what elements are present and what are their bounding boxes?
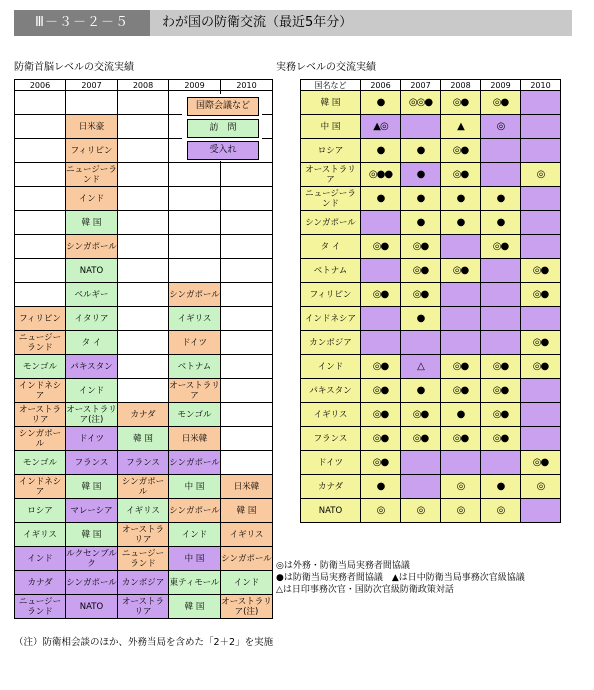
country-label: イギリス xyxy=(301,403,361,427)
exchange-cell xyxy=(15,187,66,211)
symbol-cell xyxy=(481,163,521,187)
symbol-cell: ◎● xyxy=(441,139,481,163)
symbol-cell xyxy=(521,187,561,211)
year-header: 2009 xyxy=(169,80,221,91)
exchange-cell xyxy=(118,355,169,379)
exchange-cell: ドイツ xyxy=(169,331,221,355)
symbol-cell xyxy=(401,451,441,475)
symbol-cell: ▲◎ xyxy=(361,115,401,139)
country-label: ドイツ xyxy=(301,451,361,475)
exchange-cell xyxy=(221,235,273,259)
working-level-exchange-table xyxy=(300,79,561,523)
exchange-cell: オーストラリア xyxy=(15,403,66,427)
exchange-cell: 日米豪 xyxy=(66,115,118,139)
label-header: 国名など xyxy=(301,80,361,91)
exchange-cell xyxy=(221,403,273,427)
year-header: 2009 xyxy=(481,80,521,91)
symbol-cell xyxy=(481,139,521,163)
symbol-cell: ● xyxy=(441,187,481,211)
figure-title: わが国の防衛交流（最近5年分） xyxy=(162,15,353,30)
country-label: ロシア xyxy=(301,139,361,163)
country-label: タ イ xyxy=(301,235,361,259)
right-section-title: 実務レベルの交流実績 xyxy=(276,62,376,73)
exchange-cell xyxy=(169,187,221,211)
left-section-title: 防衛首脳レベルの交流実績 xyxy=(14,62,134,73)
exchange-cell xyxy=(15,235,66,259)
symbol-cell: ● xyxy=(361,475,401,499)
table-row xyxy=(301,379,561,403)
symbol-cell: ◎ xyxy=(361,499,401,523)
exchange-cell: 韓 国 xyxy=(118,427,169,451)
exchange-cell xyxy=(15,259,66,283)
year-header: 2007 xyxy=(401,80,441,91)
table-row xyxy=(15,523,273,547)
footnote: （注）防衛相会談のほか、外務当局を含めた「2＋2」を実施 xyxy=(14,637,274,648)
exchange-cell xyxy=(118,379,169,403)
table-row xyxy=(301,139,561,163)
table-row xyxy=(15,307,273,331)
exchange-cell: インド xyxy=(169,523,221,547)
exchange-cell: シンガポール xyxy=(66,235,118,259)
symbol-cell: ◎● xyxy=(361,379,401,403)
note-line: ●は防衛当局実務者間協議 ▲は日中防衛当局事務次官級協議 xyxy=(276,573,525,583)
exchange-cell: 韓 国 xyxy=(221,499,273,523)
country-label: カナダ xyxy=(301,475,361,499)
country-label: インド xyxy=(301,355,361,379)
symbol-cell: ◎● xyxy=(481,403,521,427)
country-label: パキスタン xyxy=(301,379,361,403)
table-row xyxy=(301,115,561,139)
exchange-cell xyxy=(118,91,169,115)
exchange-cell: ロシア xyxy=(15,499,66,523)
symbol-cell xyxy=(521,307,561,331)
symbol-cell xyxy=(401,331,441,355)
symbol-cell: ● xyxy=(401,211,441,235)
symbol-cell: ◎● xyxy=(521,355,561,379)
table-row xyxy=(301,259,561,283)
symbol-cell: ◎● xyxy=(521,283,561,307)
symbol-cell: ◎● xyxy=(481,379,521,403)
exchange-cell xyxy=(66,91,118,115)
exchange-cell xyxy=(118,211,169,235)
symbol-cell: ◎ xyxy=(481,115,521,139)
table-row xyxy=(15,547,273,571)
symbol-cell: ◎● xyxy=(481,355,521,379)
symbol-cell xyxy=(481,331,521,355)
exchange-cell xyxy=(118,259,169,283)
exchange-cell: シンガポール xyxy=(15,427,66,451)
exchange-cell xyxy=(118,235,169,259)
table-row xyxy=(301,427,561,451)
exchange-cell: イギリス xyxy=(15,523,66,547)
exchange-cell: オーストラリア xyxy=(118,523,169,547)
exchange-cell: シンガポール xyxy=(169,499,221,523)
symbol-cell: ◎● xyxy=(361,451,401,475)
symbol-cell xyxy=(441,331,481,355)
exchange-cell: NATO xyxy=(66,259,118,283)
exchange-cell: インドネシア xyxy=(15,379,66,403)
exchange-cell: フランス xyxy=(118,451,169,475)
table-row xyxy=(301,355,561,379)
symbol-cell: ◎● xyxy=(441,91,481,115)
exchange-cell: インド xyxy=(66,379,118,403)
year-header: 2008 xyxy=(118,80,169,91)
symbol-cell xyxy=(361,259,401,283)
symbol-cell xyxy=(361,331,401,355)
exchange-cell: オーストラリア(注) xyxy=(66,404,117,425)
symbol-cell: ◎● xyxy=(401,259,441,283)
exchange-cell: ニュージーランド xyxy=(66,164,117,185)
symbol-cell xyxy=(521,211,561,235)
year-header: 2006 xyxy=(15,80,66,91)
exchange-cell xyxy=(221,331,273,355)
exchange-cell: オーストラリア(注) xyxy=(221,596,272,617)
exchange-cell xyxy=(169,163,221,187)
exchange-cell: シンガポール xyxy=(118,475,169,499)
exchange-cell xyxy=(169,235,221,259)
symbol-cell: ◎●● xyxy=(361,163,401,187)
legend-international-meeting: 国際会議など xyxy=(187,97,259,116)
table-row xyxy=(301,403,561,427)
table-row xyxy=(301,187,561,211)
table-row xyxy=(301,475,561,499)
figure-header xyxy=(14,10,572,36)
table-row xyxy=(15,475,273,499)
table-row xyxy=(15,283,273,307)
exchange-cell: カナダ xyxy=(118,403,169,427)
symbol-cell: ● xyxy=(481,211,521,235)
exchange-cell: ニュージーランド xyxy=(15,595,66,619)
exchange-cell: 韓 国 xyxy=(66,475,118,499)
note-line: ◎は外務・防衛当局実務者間協議 xyxy=(276,561,410,571)
exchange-cell xyxy=(15,91,66,115)
country-label: インドネシア xyxy=(301,307,361,331)
exchange-cell xyxy=(118,331,169,355)
exchange-cell xyxy=(15,283,66,307)
symbol-cell: ● xyxy=(401,139,441,163)
symbol-cell: ◎● xyxy=(441,379,481,403)
exchange-cell xyxy=(221,163,273,187)
exchange-cell xyxy=(118,139,169,163)
exchange-cell xyxy=(221,307,273,331)
exchange-cell: カナダ xyxy=(15,571,66,595)
table-row xyxy=(15,379,273,403)
exchange-cell: 東ティモール xyxy=(169,571,221,595)
symbol-cell: ◎● xyxy=(401,235,441,259)
symbol-cell xyxy=(481,307,521,331)
table-row xyxy=(15,331,273,355)
exchange-cell: NATO xyxy=(66,595,118,619)
symbol-notes xyxy=(276,560,525,596)
exchange-cell xyxy=(15,163,66,187)
table-row xyxy=(301,235,561,259)
exchange-cell xyxy=(221,451,273,475)
symbol-cell xyxy=(441,283,481,307)
exchange-cell xyxy=(15,115,66,139)
symbol-cell: ◎● xyxy=(521,451,561,475)
symbol-cell: ◎● xyxy=(361,283,401,307)
table-row xyxy=(15,187,273,211)
exchange-cell: ドイツ xyxy=(66,427,118,451)
table-row xyxy=(301,451,561,475)
note-line: △は日印事務次官・国防次官級防衛政策対話 xyxy=(276,585,454,595)
legend-visit: 訪 問 xyxy=(187,119,259,138)
country-label: ベトナム xyxy=(301,259,361,283)
year-header: 2007 xyxy=(66,80,118,91)
symbol-cell: ◎● xyxy=(481,235,521,259)
symbol-cell: ◎● xyxy=(401,403,441,427)
table-row xyxy=(301,91,561,115)
exchange-cell xyxy=(169,259,221,283)
exchange-cell: ベルギー xyxy=(66,283,118,307)
symbol-cell: ● xyxy=(441,403,481,427)
exchange-cell xyxy=(221,187,273,211)
exchange-cell: ルクセンブルク xyxy=(66,548,117,569)
symbol-cell: ◎ xyxy=(441,475,481,499)
symbol-cell: ● xyxy=(361,139,401,163)
exchange-cell: モンゴル xyxy=(15,451,66,475)
exchange-cell xyxy=(169,211,221,235)
country-label: カンボジア xyxy=(301,331,361,355)
exchange-cell: タ イ xyxy=(66,331,118,355)
symbol-cell xyxy=(521,235,561,259)
exchange-cell xyxy=(15,211,66,235)
exchange-cell: 日米韓 xyxy=(169,427,221,451)
symbol-cell: ● xyxy=(441,211,481,235)
symbol-cell: ● xyxy=(401,163,441,187)
symbol-cell: ◎● xyxy=(481,427,521,451)
table-row xyxy=(15,571,273,595)
table-row xyxy=(301,283,561,307)
symbol-cell xyxy=(521,139,561,163)
legend-reception: 受入れ xyxy=(187,141,259,160)
exchange-cell: シンガポール xyxy=(169,283,221,307)
symbol-cell: ● xyxy=(361,91,401,115)
figure-number: Ⅲ－３－２－５ xyxy=(14,10,150,36)
symbol-cell xyxy=(521,91,561,115)
symbol-cell: ◎ xyxy=(521,475,561,499)
year-header: 2010 xyxy=(221,80,273,91)
table-row xyxy=(301,499,561,523)
exchange-cell: シンガポール xyxy=(66,571,118,595)
symbol-cell: ◎◎● xyxy=(401,91,441,115)
exchange-cell: シンガポール xyxy=(221,547,273,571)
exchange-cell xyxy=(221,427,273,451)
symbol-cell xyxy=(361,307,401,331)
symbol-cell: ▲ xyxy=(441,115,481,139)
exchange-cell: イタリア xyxy=(66,307,118,331)
table-row xyxy=(15,259,273,283)
year-header: 2008 xyxy=(441,80,481,91)
symbol-cell: ◎● xyxy=(521,259,561,283)
exchange-cell: モンゴル xyxy=(169,403,221,427)
exchange-cell xyxy=(221,259,273,283)
exchange-cell xyxy=(118,187,169,211)
table-row xyxy=(15,235,273,259)
symbol-cell xyxy=(441,451,481,475)
symbol-cell: ◎● xyxy=(361,355,401,379)
table-row xyxy=(301,163,561,187)
exchange-cell xyxy=(221,379,273,403)
exchange-cell: 韓 国 xyxy=(66,523,118,547)
symbol-cell: ◎● xyxy=(361,235,401,259)
symbol-cell xyxy=(521,427,561,451)
exchange-cell: ベトナム xyxy=(169,355,221,379)
exchange-cell: パキスタン xyxy=(66,355,118,379)
exchange-cell: 韓 国 xyxy=(169,595,221,619)
exchange-cell xyxy=(118,283,169,307)
symbol-cell xyxy=(521,379,561,403)
table-row xyxy=(301,307,561,331)
symbol-cell: ● xyxy=(481,187,521,211)
exchange-cell: カンボジア xyxy=(118,571,169,595)
exchange-cell: イギリス xyxy=(118,499,169,523)
exchange-cell: インド xyxy=(66,187,118,211)
symbol-cell xyxy=(441,307,481,331)
exchange-cell: ニュージーランド xyxy=(15,331,66,355)
symbol-cell: ◎● xyxy=(361,427,401,451)
table-row xyxy=(15,163,273,187)
symbol-cell: ◎ xyxy=(401,499,441,523)
symbol-cell: ● xyxy=(401,379,441,403)
table-row xyxy=(15,355,273,379)
table-row xyxy=(301,331,561,355)
symbol-cell: ◎ xyxy=(441,499,481,523)
year-header: 2006 xyxy=(361,80,401,91)
exchange-cell: 韓 国 xyxy=(66,211,118,235)
exchange-cell xyxy=(118,307,169,331)
exchange-cell: モンゴル xyxy=(15,355,66,379)
table-row xyxy=(15,211,273,235)
country-label: NATO xyxy=(301,499,361,523)
exchange-cell: 中 国 xyxy=(169,547,221,571)
symbol-cell xyxy=(521,115,561,139)
symbol-cell: ◎ xyxy=(481,499,521,523)
exchange-cell: オーストラリア xyxy=(118,595,169,619)
country-label: 中 国 xyxy=(301,115,361,139)
symbol-cell: ◎ xyxy=(521,163,561,187)
symbol-cell xyxy=(361,211,401,235)
country-label: フィリピン xyxy=(301,283,361,307)
table-row xyxy=(15,403,273,427)
symbol-cell xyxy=(481,283,521,307)
symbol-cell: ◎● xyxy=(521,331,561,355)
exchange-cell: イギリス xyxy=(169,307,221,331)
country-label: フランス xyxy=(301,427,361,451)
exchange-cell: イギリス xyxy=(221,523,273,547)
exchange-cell: ニュージーランド xyxy=(118,547,169,571)
table-row xyxy=(15,595,273,619)
exchange-cell xyxy=(221,355,273,379)
symbol-cell xyxy=(521,499,561,523)
symbol-cell xyxy=(441,235,481,259)
symbol-cell: △ xyxy=(401,355,441,379)
exchange-cell: フィリピン xyxy=(66,139,118,163)
exchange-cell xyxy=(118,163,169,187)
exchange-cell xyxy=(15,139,66,163)
symbol-cell: ● xyxy=(401,187,441,211)
symbol-cell: ● xyxy=(481,475,521,499)
year-header: 2010 xyxy=(521,80,561,91)
exchange-cell: フィリピン xyxy=(15,307,66,331)
country-label: ニュージーランド xyxy=(301,187,361,211)
table-row xyxy=(15,427,273,451)
exchange-cell: インドネシア xyxy=(15,475,66,499)
symbol-cell: ◎● xyxy=(401,427,441,451)
exchange-cell xyxy=(221,283,273,307)
country-label: シンガポール xyxy=(301,211,361,235)
symbol-cell: ◎● xyxy=(401,283,441,307)
symbol-cell xyxy=(401,115,441,139)
legend xyxy=(182,94,262,161)
symbol-cell: ◎● xyxy=(441,427,481,451)
symbol-cell xyxy=(401,475,441,499)
symbol-cell: ◎● xyxy=(481,91,521,115)
symbol-cell: ● xyxy=(361,187,401,211)
symbol-cell: ● xyxy=(401,307,441,331)
country-label: オーストラリア xyxy=(301,163,361,187)
exchange-cell: フランス xyxy=(66,451,118,475)
symbol-cell: ◎● xyxy=(441,259,481,283)
symbol-cell xyxy=(521,403,561,427)
exchange-cell: マレーシア xyxy=(66,499,118,523)
symbol-cell xyxy=(481,259,521,283)
symbol-cell: ◎● xyxy=(361,403,401,427)
symbol-cell: ◎● xyxy=(441,355,481,379)
symbol-cell: ◎● xyxy=(441,163,481,187)
exchange-cell xyxy=(221,211,273,235)
table-row xyxy=(15,451,273,475)
exchange-cell: 日米韓 xyxy=(221,475,273,499)
exchange-cell: 中 国 xyxy=(169,475,221,499)
exchange-cell: インド xyxy=(221,571,273,595)
exchange-cell xyxy=(118,115,169,139)
table-row xyxy=(15,499,273,523)
table-row xyxy=(301,211,561,235)
symbol-cell xyxy=(481,451,521,475)
country-label: 韓 国 xyxy=(301,91,361,115)
exchange-cell: シンガポール xyxy=(169,451,221,475)
exchange-cell: オーストラリア xyxy=(169,380,220,401)
exchange-cell: インド xyxy=(15,547,66,571)
